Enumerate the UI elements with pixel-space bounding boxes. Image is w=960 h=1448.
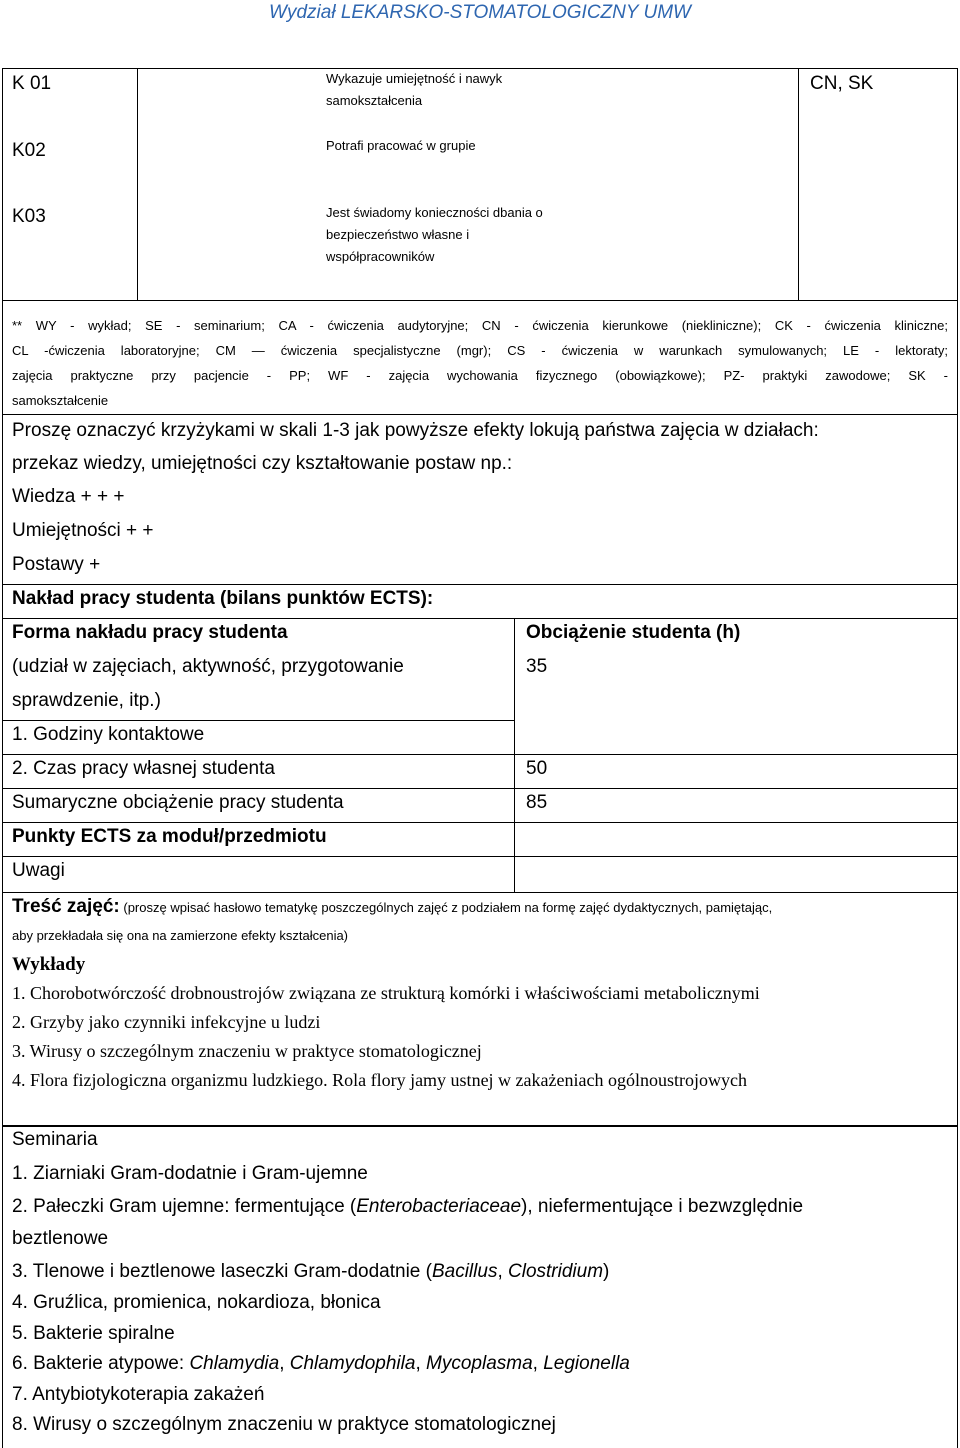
legend-bottom-line: [2, 414, 958, 415]
content-section: [12, 896, 772, 918]
seminar-item-6: [12, 1353, 630, 1375]
seminar-item-6-sep-3: ,: [532, 1353, 544, 1374]
workload-col1-sub-line1: (udział w zajęciach, aktywność, przygotowanie: [12, 656, 404, 677]
competency-code-k02: K02: [12, 140, 46, 161]
workload-value-contact-hours: 35: [526, 656, 548, 677]
competency-code-k01: K 01: [12, 73, 52, 94]
seminar-item-3-pre: 3. Tlenowe i beztlenowe laseczki Gram-dodatnie (: [12, 1261, 432, 1282]
workload-col1-sub-line2: sprawdzenie, itp.): [12, 690, 161, 711]
workload-title: Nakład pracy studenta (bilans punktów ECTS):: [12, 588, 434, 609]
workload-value-total: 85: [526, 792, 548, 813]
legend-line-1: ** WY - wykład; SE - seminarium; CA - ćwiczenia audytoryjne; CN - ćwiczenia kierunkowe (niekliniczne); CK - ćwiczenia kliniczne;: [12, 318, 948, 333]
seminar-item-3-taxon-1: Bacillus: [431, 1261, 498, 1282]
content-instruction-line1: (proszę wpisać hasłowo tematykę poszczególnych zajęć z podziałem na formę zajęć dydaktycznych, pamiętając,: [119, 900, 773, 915]
competency-bottom-line: [2, 300, 958, 301]
seminar-item-2-taxon: Enterobacteriaceae: [356, 1196, 522, 1217]
workload-bottom-line: [2, 892, 958, 893]
competency-desc-k03-line1: Jest świadomy konieczności dbania o: [326, 205, 543, 220]
competency-divider-2: [798, 68, 799, 300]
content-instruction-line2: aby przekładała się ona na zamierzone efekty kształcenia): [12, 928, 349, 943]
competency-divider-1: [137, 68, 138, 300]
seminar-item-6-taxon-1: Chlamydia: [189, 1353, 280, 1374]
workload-col1-header: Forma nakładu pracy studenta: [12, 622, 288, 643]
ratings-bottom-line: [2, 584, 958, 585]
seminar-item-6-sep-1: ,: [279, 1353, 290, 1374]
seminar-item-3: [12, 1261, 609, 1283]
legend-line-2: CL -ćwiczenia laboratoryjne; CM — ćwiczenia specjalistyczne (mgr); CS - ćwiczenia w warunkach symulowanych; LE - lektoraty;: [12, 343, 948, 358]
seminar-item-3-sep: ,: [497, 1261, 509, 1282]
workload-column-divider: [514, 618, 515, 892]
workload-label-own-work: 2. Czas pracy własnej studenta: [12, 758, 275, 779]
workload-row-line-4: [2, 822, 958, 823]
seminars-title: Seminaria: [12, 1129, 98, 1150]
lecture-item-2: 2. Grzyby jako czynniki infekcyjne u ludzi: [12, 1012, 321, 1032]
rating-skills: Umiejętności + +: [12, 520, 154, 541]
rating-knowledge: Wiedza + + +: [12, 486, 125, 507]
workload-row-line-1: [2, 720, 514, 721]
lecture-item-4: 4. Flora fizjologiczna organizmu ludzkiego. Rola flory jamy ustnej w zakażeniach ogólnoustrojowych: [12, 1070, 747, 1090]
workload-row-line-2: [2, 754, 958, 755]
seminar-item-3-post: ): [603, 1261, 610, 1282]
seminar-item-2-pre: 2. Pałeczki Gram ujemne: fermentujące (: [12, 1196, 357, 1217]
seminar-item-5: 5. Bakterie spiralne: [12, 1323, 175, 1344]
competency-desc-k01-line2: samokształcenia: [326, 93, 423, 108]
instruction-line-2: przekaz wiedzy, umiejętności czy kształtowanie postaw np.:: [12, 453, 513, 474]
workload-label-notes: Uwagi: [12, 860, 65, 881]
workload-row-line-3: [2, 788, 958, 789]
seminar-item-7: 7. Antybiotykoterapia zakażeń: [12, 1384, 265, 1405]
seminar-item-2-line2: beztlenowe: [12, 1228, 109, 1249]
seminar-item-6-taxon-2: Chlamydophila: [289, 1353, 416, 1374]
competency-desc-k03-line2: bezpieczeństwo własne i: [326, 227, 470, 242]
seminar-item-2: [12, 1196, 803, 1218]
seminar-item-3-taxon-2: Clostridium: [508, 1261, 604, 1282]
rating-attitudes: Postawy +: [12, 554, 101, 575]
seminar-item-2-post: ), niefermentujące i bezwzględnie: [521, 1196, 804, 1217]
lecture-item-3: 3. Wirusy o szczególnym znaczeniu w praktyce stomatologicznej: [12, 1041, 482, 1061]
lectures-title: Wykłady: [12, 954, 86, 975]
workload-col2-header: Obciążenie studenta (h): [526, 622, 741, 643]
workload-value-own-work: 50: [526, 758, 548, 779]
seminar-item-1: 1. Ziarniaki Gram-dodatnie i Gram-ujemne: [12, 1163, 368, 1184]
seminar-item-4: 4. Gruźlica, promienica, nokardioza, błonica: [12, 1292, 381, 1313]
competency-desc-k03-line3: współpracowników: [326, 249, 435, 264]
competency-forms: CN, SK: [810, 73, 874, 94]
workload-label-total: Sumaryczne obciążenie pracy studenta: [12, 792, 344, 813]
content-title: Treść zajęć:: [12, 896, 120, 917]
competency-desc-k02-line1: Potrafi pracować w grupie: [326, 138, 476, 153]
workload-row-line-5: [2, 856, 958, 857]
workload-label-ects: Punkty ECTS za moduł/przedmiotu: [12, 826, 327, 847]
page-header: Wydział LEKARSKO-STOMATOLOGICZNY UMW: [269, 2, 691, 23]
competency-code-k03: K03: [12, 206, 46, 227]
workload-label-contact-hours: 1. Godziny kontaktowe: [12, 724, 205, 745]
workload-title-line: [2, 618, 958, 619]
seminar-item-6-taxon-3: Mycoplasma: [426, 1353, 533, 1374]
legend-line-3: zajęcia praktyczne przy pacjencie - PP; WF - zajęcia wychowania fizycznego (obowiązkowe); PZ- praktyki zawodowe; SK -: [12, 368, 948, 383]
competency-desc-k01-line1: Wykazuje umiejętność i nawyk: [326, 71, 503, 86]
lecture-item-1: 1. Chorobotwórczość drobnoustrojów związana ze strukturą komórki i właściwościami metabolicznymi: [12, 983, 760, 1003]
instruction-line-1: Proszę oznaczyć krzyżykami w skali 1-3 jak powyższe efekty lokują państwa zajęcia w działach:: [12, 420, 819, 441]
seminar-item-6-pre: 6. Bakterie atypowe:: [12, 1353, 190, 1374]
seminar-item-6-sep-2: ,: [415, 1353, 427, 1374]
legend-line-4: samokształcenie: [12, 393, 109, 408]
seminar-item-6-taxon-4: Legionella: [543, 1353, 630, 1374]
seminar-item-8: 8. Wirusy o szczególnym znaczeniu w praktyce stomatologicznej: [12, 1414, 556, 1435]
